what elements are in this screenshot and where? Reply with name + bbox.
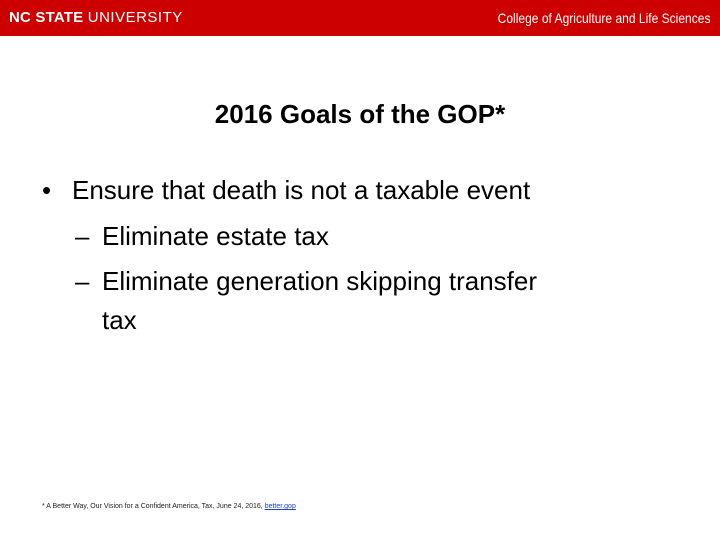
- college-name: College of Agriculture and Life Sciences: [497, 10, 710, 26]
- sub-bullet-item: [75, 218, 329, 254]
- logo-text-light: UNIVERSITY: [87, 9, 183, 26]
- sub-bullet-text: Eliminate estate tax: [102, 221, 329, 251]
- sub-bullet-continuation: tax: [102, 305, 137, 335]
- sub-bullet-marker: –: [75, 266, 90, 296]
- footnote-link[interactable]: better.gop: [264, 503, 296, 510]
- header-bar: [0, 0, 720, 36]
- logo-text-strong: NC STATE: [9, 9, 84, 26]
- bullet-marker: •: [42, 175, 52, 205]
- footnote-text: * A Better Way, Our Vision for a Confident America, Tax, June 24, 2016,: [42, 503, 265, 510]
- footnote: [42, 502, 296, 512]
- university-logo: [9, 8, 183, 28]
- bullet-text: Ensure that death is not a taxable event: [72, 175, 531, 205]
- sub-bullet-text: Eliminate generation skipping transfer: [102, 266, 538, 296]
- slide-title: 2016 Goals of the GOP*: [214, 99, 506, 129]
- sub-bullet-item: [75, 263, 537, 299]
- bullet-item: [42, 172, 530, 208]
- sub-bullet-marker: –: [75, 221, 90, 251]
